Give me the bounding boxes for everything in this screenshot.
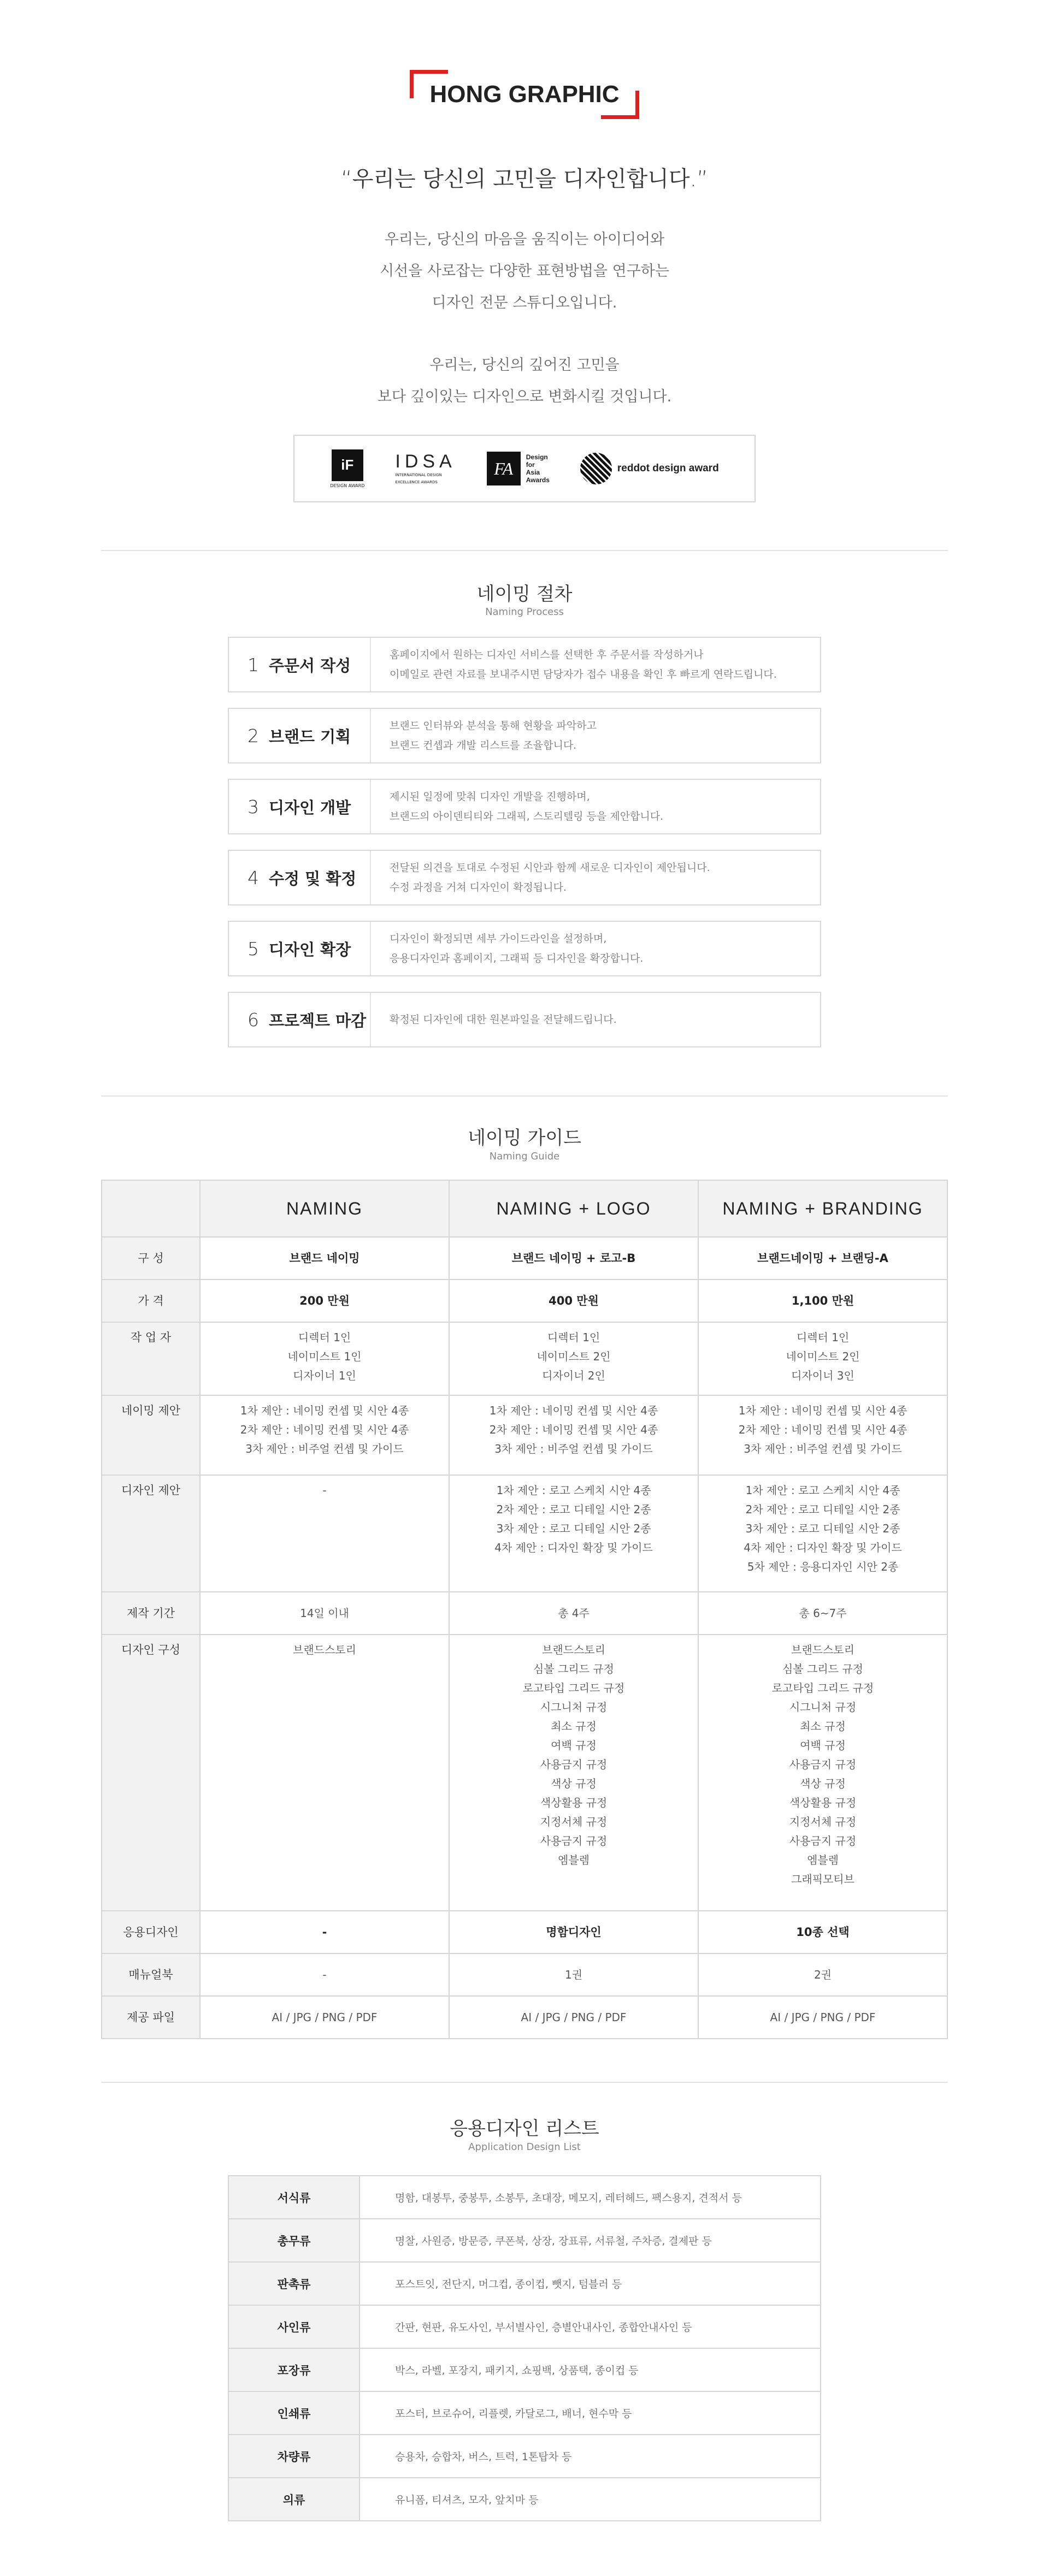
table-cell xyxy=(698,1475,947,1592)
step-description xyxy=(371,858,710,897)
process-step xyxy=(228,708,821,763)
cell-line: 3차 제안 : 로고 디테일 시안 2종 xyxy=(496,1522,651,1535)
step-head xyxy=(229,638,371,691)
step-desc-line: 브랜드 인터뷰와 분석을 통해 현황을 파악하고 xyxy=(390,720,597,732)
step-name: 디자인 확장 xyxy=(269,940,351,959)
cell-line: 1차 제안 : 네이밍 컨셉 및 시안 4종 xyxy=(489,1404,658,1417)
table-cell: 1,100 만원 xyxy=(698,1280,947,1322)
table-cell xyxy=(449,1322,698,1395)
table-cell: 명함디자인 xyxy=(449,1911,698,1953)
row-header: 작 업 자 xyxy=(102,1322,200,1395)
award-reddot xyxy=(580,453,719,484)
cell-line: 3차 제안 : 비주얼 컨셉 및 가이드 xyxy=(494,1442,653,1455)
table-cell: 브랜드 네이밍 xyxy=(200,1237,449,1280)
intro-line: 시선을 사로잡는 다양한 표현방법을 연구하는 xyxy=(380,263,669,280)
process-step xyxy=(228,850,821,905)
cell-line: 3차 제안 : 로고 디테일 시안 2종 xyxy=(745,1522,900,1535)
step-number: 5 xyxy=(247,938,259,960)
table-cell xyxy=(449,1635,698,1911)
category-cell: 판촉류 xyxy=(228,2262,360,2305)
step-name: 디자인 개발 xyxy=(269,798,351,817)
cell-line: 디자이너 2인 xyxy=(542,1369,605,1382)
cell-line: 색상 규정 xyxy=(800,1777,846,1790)
step-head xyxy=(229,851,371,904)
row-header: 디자인 구성 xyxy=(102,1635,200,1911)
cell-line: 최소 규정 xyxy=(800,1720,846,1733)
table-row xyxy=(102,1592,947,1635)
reddot-icon xyxy=(580,453,612,484)
applist-title: 응용디자인 리스트 xyxy=(450,2118,599,2140)
step-name: 수정 및 확정 xyxy=(269,869,357,888)
step-name: 브랜드 기획 xyxy=(269,727,351,746)
naming-guide-table xyxy=(101,1180,948,2039)
cell-line: 지정서체 규정 xyxy=(789,1815,857,1828)
cell-line: 여백 규정 xyxy=(800,1739,846,1752)
idea-award-caption-1: INTERNATIONAL DESIGN xyxy=(395,473,442,477)
table-row xyxy=(228,2219,821,2262)
cell-line: 시그니처 규정 xyxy=(540,1701,608,1714)
step-description xyxy=(371,645,777,684)
cell-line: 네이미스트 2인 xyxy=(786,1350,860,1363)
items-cell: 포스트잇, 전단지, 머그컵, 종이컵, 뺏지, 텀블러 등 xyxy=(360,2262,821,2305)
dfa-award-text xyxy=(526,453,550,484)
brand-logo xyxy=(410,70,639,119)
cell-line: 디렉터 1인 xyxy=(298,1331,351,1344)
row-header: 매뉴얼북 xyxy=(102,1953,200,1996)
category-cell: 사인류 xyxy=(228,2305,360,2348)
table-cell: 브랜드 네이밍 + 로고-B xyxy=(449,1237,698,1280)
cell-line: 시그니처 규정 xyxy=(789,1701,857,1714)
step-desc-line: 제시된 일정에 맞춰 디자인 개발을 진행하며, xyxy=(390,791,590,803)
table-cell xyxy=(200,1322,449,1395)
headline-quote: “우리는 당신의 고민을 디자인합니다.” xyxy=(341,167,708,192)
process-step xyxy=(228,921,821,976)
table-cell: 브랜드네이밍 + 브랜딩-A xyxy=(698,1237,947,1280)
items-cell: 포스터, 브로슈어, 리플렛, 카달로그, 배너, 현수막 등 xyxy=(360,2391,821,2435)
cell-line: 로고타입 그리드 규정 xyxy=(522,1681,625,1695)
cell-line: 디렉터 1인 xyxy=(796,1331,850,1344)
column-header: NAMING + BRANDING xyxy=(698,1180,947,1237)
cell-line: 브랜드스토리 xyxy=(791,1643,854,1656)
step-desc-line: 확정된 디자인에 대한 원본파일을 전달해드립니다. xyxy=(390,1014,617,1026)
table-cell xyxy=(200,1635,449,1911)
step-desc-line: 디자인이 확정되면 세부 가이드라인을 설정하며, xyxy=(390,933,607,945)
intro-line: 우리는, 당신의 마음을 움직이는 아이디어와 xyxy=(384,231,665,248)
process-subtitle: Naming Process xyxy=(485,606,564,618)
cell-line: 2차 제안 : 로고 디테일 시안 2종 xyxy=(745,1503,900,1516)
step-desc-line: 전달된 의견을 토대로 수정된 시안과 함께 새로운 디자인이 제안됩니다. xyxy=(390,862,710,874)
category-cell: 차량류 xyxy=(228,2435,360,2478)
process-title: 네이밍 절차 xyxy=(476,583,573,605)
step-number: 2 xyxy=(247,725,259,747)
cell-line: 4차 제안 : 디자인 확장 및 가이드 xyxy=(494,1541,653,1554)
process-step xyxy=(228,992,821,1047)
cell-line: 2차 제안 : 네이밍 컨셉 및 시안 4종 xyxy=(489,1423,658,1436)
dfa-text-line: for xyxy=(526,461,535,469)
step-name: 프로젝트 마감 xyxy=(269,1011,367,1030)
cell-line: 4차 제안 : 디자인 확장 및 가이드 xyxy=(744,1541,902,1554)
process-step xyxy=(228,779,821,834)
table-header-row xyxy=(102,1180,947,1237)
cell-line: 그래픽모티브 xyxy=(791,1873,854,1886)
step-desc-line: 수정 과정을 거쳐 디자인이 확정됩니다. xyxy=(390,881,567,893)
applist-subtitle: Application Design List xyxy=(468,2141,581,2153)
step-head xyxy=(229,922,371,975)
table-row xyxy=(102,1395,947,1475)
section-divider xyxy=(101,2082,948,2083)
cell-line: 색상 규정 xyxy=(551,1777,597,1790)
step-description xyxy=(371,1010,617,1029)
table-row xyxy=(102,1322,947,1395)
table-cell: AI / JPG / PNG / PDF xyxy=(200,1996,449,2039)
table-row xyxy=(228,2176,821,2219)
cell-line: - xyxy=(322,1484,327,1497)
dfa-text-line: Asia xyxy=(526,469,540,476)
row-header: 네이밍 제안 xyxy=(102,1395,200,1475)
row-header: 제공 파일 xyxy=(102,1996,200,2039)
cell-line: 사용금지 규정 xyxy=(540,1834,608,1847)
step-description xyxy=(371,929,643,968)
table-cell xyxy=(698,1635,947,1911)
section-divider xyxy=(101,550,948,551)
table-cell: 10종 선택 xyxy=(698,1911,947,1953)
items-cell: 승용차, 승합차, 버스, 트럭, 1톤탑차 등 xyxy=(360,2435,821,2478)
logo-text: HONG GRAPHIC xyxy=(429,81,620,108)
table-row xyxy=(228,2305,821,2348)
cell-line: 브랜드스토리 xyxy=(542,1643,605,1656)
category-cell: 서식류 xyxy=(228,2176,360,2219)
cell-line: 심볼 그리드 규정 xyxy=(782,1662,863,1675)
table-row xyxy=(102,1475,947,1592)
table-row xyxy=(228,2348,821,2391)
table-cell: 총 6~7주 xyxy=(698,1592,947,1635)
table-row xyxy=(102,1953,947,1996)
table-row xyxy=(228,2478,821,2521)
row-header: 구 성 xyxy=(102,1237,200,1280)
column-header: NAMING + LOGO xyxy=(449,1180,698,1237)
items-cell: 박스, 라벨, 포장지, 패키지, 쇼핑백, 상품택, 종이컵 등 xyxy=(360,2348,821,2391)
step-desc-line: 홈페이지에서 원하는 디자인 서비스를 선택한 후 주문서를 작성하거나 xyxy=(390,649,704,661)
category-cell: 포장류 xyxy=(228,2348,360,2391)
table-row xyxy=(102,1635,947,1911)
step-desc-line: 브랜드의 아이덴티티와 그래픽, 스토리텔링 등을 제안합니다. xyxy=(390,810,664,822)
table-cell: 2권 xyxy=(698,1953,947,1996)
cell-line: 사용금지 규정 xyxy=(540,1758,608,1771)
table-corner xyxy=(102,1180,200,1237)
cell-line: 네이미스트 2인 xyxy=(537,1350,611,1363)
intro-line: 보다 깊이있는 디자인으로 변화시킬 것입니다. xyxy=(377,388,672,405)
items-cell: 간판, 현판, 유도사인, 부서별사인, 층별안내사인, 종합안내사인 등 xyxy=(360,2305,821,2348)
if-award-caption: DESIGN AWARD xyxy=(330,483,365,488)
items-cell: 유니폼, 티셔츠, 모자, 앞치마 등 xyxy=(360,2478,821,2521)
row-header: 디자인 제안 xyxy=(102,1475,200,1592)
column-header: NAMING xyxy=(200,1180,449,1237)
cell-line: 엠블렘 xyxy=(558,1853,590,1867)
cell-line: 1차 제안 : 네이밍 컨셉 및 시안 4종 xyxy=(240,1404,409,1417)
cell-line: 3차 제안 : 비주얼 컨셉 및 가이드 xyxy=(744,1442,902,1455)
table-cell: - xyxy=(200,1911,449,1953)
table-cell: 1권 xyxy=(449,1953,698,1996)
cell-line: 디렉터 1인 xyxy=(547,1331,600,1344)
table-row xyxy=(102,1911,947,1953)
table-cell: AI / JPG / PNG / PDF xyxy=(449,1996,698,2039)
category-cell: 의류 xyxy=(228,2478,360,2521)
award-idea xyxy=(395,452,456,485)
step-desc-line: 응용디자인과 홈페이지, 그래픽 등 디자인을 확장합니다. xyxy=(390,952,644,964)
step-number: 3 xyxy=(247,796,259,818)
intro-line: 우리는, 당신의 깊어진 고민을 xyxy=(429,357,620,374)
table-cell xyxy=(449,1475,698,1592)
row-header: 제작 기간 xyxy=(102,1592,200,1635)
table-row xyxy=(228,2391,821,2435)
cell-line: 지정서체 규정 xyxy=(540,1815,608,1828)
table-cell xyxy=(200,1475,449,1592)
cell-line: 네이미스트 1인 xyxy=(287,1350,362,1363)
cell-line: 1차 제안 : 로고 스케치 시안 4종 xyxy=(496,1484,651,1497)
table-cell xyxy=(200,1395,449,1475)
step-desc-line: 이메일로 관련 자료를 보내주시면 담당자가 접수 내용을 확인 후 빠르게 연락드립니다. xyxy=(390,668,777,680)
cell-line: 브랜드스토리 xyxy=(293,1643,356,1656)
cell-line: 5차 제안 : 응용디자인 시안 2종 xyxy=(747,1560,899,1573)
step-number: 6 xyxy=(247,1009,259,1031)
intro-paragraph-2 xyxy=(0,350,1049,413)
table-cell: AI / JPG / PNG / PDF xyxy=(698,1996,947,2039)
table-row xyxy=(102,1280,947,1322)
step-description xyxy=(371,787,663,826)
intro-paragraph-1 xyxy=(0,224,1049,319)
cell-line: 색상활용 규정 xyxy=(789,1796,857,1809)
table-cell: 400 만원 xyxy=(449,1280,698,1322)
step-number: 1 xyxy=(247,654,259,676)
step-desc-line: 브랜드 컨셉과 개발 리스트를 조율합니다. xyxy=(390,739,577,751)
step-number: 4 xyxy=(247,867,259,889)
dfa-award-icon: FA xyxy=(487,452,521,485)
row-header: 가 격 xyxy=(102,1280,200,1322)
table-row xyxy=(228,2435,821,2478)
category-cell: 총무류 xyxy=(228,2219,360,2262)
section-divider xyxy=(101,1095,948,1097)
if-award-icon: iF xyxy=(332,449,363,481)
step-head xyxy=(229,993,371,1046)
category-cell: 인쇄류 xyxy=(228,2391,360,2435)
items-cell: 명함, 대봉투, 중봉투, 소봉투, 초대장, 메모지, 레터헤드, 팩스용지, 견적서 등 xyxy=(360,2176,821,2219)
cell-line: 사용금지 규정 xyxy=(789,1834,857,1847)
table-cell: 200 만원 xyxy=(200,1280,449,1322)
row-header: 응용디자인 xyxy=(102,1911,200,1953)
idea-award-caption-2: EXCELLENCE AWARDS xyxy=(395,480,438,484)
items-cell: 명찰, 사원증, 방문증, 쿠폰북, 상장, 장표류, 서류철, 주차증, 결제판 등 xyxy=(360,2219,821,2262)
table-cell xyxy=(698,1322,947,1395)
table-cell: 14일 이내 xyxy=(200,1592,449,1635)
dfa-text-line: Design xyxy=(526,453,548,461)
cell-line: 엠블렘 xyxy=(807,1853,839,1867)
table-cell xyxy=(449,1395,698,1475)
table-row xyxy=(102,1237,947,1280)
cell-line: 디자이너 1인 xyxy=(293,1369,356,1382)
cell-line: 2차 제안 : 로고 디테일 시안 2종 xyxy=(496,1503,651,1516)
idea-award-icon: IDSA xyxy=(395,451,456,472)
dfa-text-line: Awards xyxy=(526,476,550,484)
table-cell: 총 4주 xyxy=(449,1592,698,1635)
award-dfa xyxy=(487,452,550,485)
table-cell xyxy=(698,1395,947,1475)
cell-line: 로고타입 그리드 규정 xyxy=(771,1681,874,1695)
table-row xyxy=(228,2262,821,2305)
award-if xyxy=(330,449,364,488)
cell-line: 심볼 그리드 규정 xyxy=(533,1662,614,1675)
process-steps xyxy=(228,637,821,1063)
intro-line: 디자인 전문 스튜디오입니다. xyxy=(432,294,617,311)
step-head xyxy=(229,780,371,833)
cell-line: 최소 규정 xyxy=(551,1720,597,1733)
reddot-award-text: reddot design award xyxy=(617,463,719,474)
table-row xyxy=(102,1996,947,2039)
cell-line: 1차 제안 : 네이밍 컨셉 및 시안 4종 xyxy=(738,1404,907,1417)
awards-box xyxy=(293,435,756,502)
cell-line: 디자이너 3인 xyxy=(791,1369,854,1382)
process-step xyxy=(228,637,821,692)
cell-line: 색상활용 규정 xyxy=(540,1796,608,1809)
step-name: 주문서 작성 xyxy=(269,656,351,675)
application-design-table xyxy=(228,2175,821,2521)
step-description xyxy=(371,716,597,755)
cell-line: 3차 제안 : 비주얼 컨셉 및 가이드 xyxy=(245,1442,404,1455)
cell-line: 1차 제안 : 로고 스케치 시안 4종 xyxy=(745,1484,900,1497)
step-head xyxy=(229,709,371,762)
cell-line: 사용금지 규정 xyxy=(789,1758,857,1771)
table-cell: - xyxy=(200,1953,449,1996)
cell-line: 2차 제안 : 네이밍 컨셉 및 시안 4종 xyxy=(738,1423,907,1436)
cell-line: 2차 제안 : 네이밍 컨셉 및 시안 4종 xyxy=(240,1423,409,1436)
guide-title: 네이밍 가이드 xyxy=(468,1127,581,1149)
guide-subtitle: Naming Guide xyxy=(489,1151,560,1162)
cell-line: 여백 규정 xyxy=(551,1739,597,1752)
